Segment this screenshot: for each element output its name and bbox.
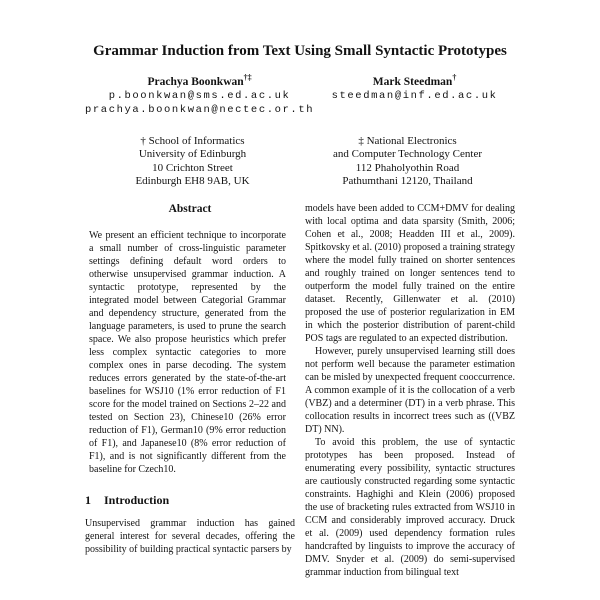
affiliation-right bbox=[300, 135, 515, 189]
author-name-text: Prachya Boonkwan bbox=[147, 75, 244, 88]
author-email: steedman@inf.ed.ac.uk bbox=[331, 89, 498, 102]
body-paragraph: To avoid this problem, the use of syntactic prototypes has been proposed. Instead of enumerating every possibility, syntactic structures are cautiously constructed regarding some syntactic constraints. Haghighi and Klein (2006) proposed the use of bracketing rules extracted from WSJ10 in CCM and considerably improved accuracy. Druck et al. (2009) used dependency formation rules handcrafted by linguists to improve the accuracy of DMV. Snyder et al. (2009) do semi-supervised grammar induction from bilingual text bbox=[305, 436, 515, 578]
left-column bbox=[85, 202, 295, 579]
two-column-body bbox=[85, 202, 515, 579]
abstract-body bbox=[85, 229, 295, 476]
section-heading-introduction bbox=[85, 493, 295, 508]
author-email: prachya.boonkwan@nectec.or.th bbox=[85, 104, 315, 117]
section-title: Introduction bbox=[104, 492, 170, 507]
affiliation-line: University of Edinburgh bbox=[138, 148, 247, 161]
affiliation-line: 112 Phaholyothin Road bbox=[355, 161, 460, 174]
body-paragraph: models have been added to CCM+DMV for dealing with local optima and data sparsity (Smith, 2006; Cohen et al., 2008; Headden III et al., 2009). Spitkovsky et al. (2010) proposed a training strategy where the model fully trained on shorter sentences and roughly trained on longer sentences tend to outperform the model fully trained on the entire dataset. Recently, Gillenwater et al. (2010) proposed the use of posterior regularization in EM in which the posterior distribution of parent-child POS tags are regulated to an expected distribution. bbox=[305, 202, 515, 344]
affiliations-row bbox=[85, 135, 515, 189]
right-column bbox=[305, 202, 515, 579]
paper-title: Grammar Induction from Text Using Small Syntactic Prototypes bbox=[93, 43, 507, 59]
affiliation-line: ‡ National Electronics bbox=[358, 134, 457, 147]
affiliation-line: Pathumthani 12120, Thailand bbox=[342, 175, 473, 188]
introduction-paragraph: Unsupervised grammar induction has gained general interest for several decades, offering the possibility of building practical syntactic parsers by bbox=[85, 517, 295, 555]
author-name bbox=[314, 71, 515, 89]
paper-page bbox=[85, 0, 515, 579]
author-affiliation-marks: † bbox=[452, 73, 457, 82]
abstract-heading: Abstract bbox=[168, 202, 212, 215]
abstract-text: We present an efficient technique to incorporate a small number of cross-linguistic parameter settings defining default word orders to otherwise unsupervised grammar induction. A syntactic prototype, represented by the integrated model between Categorial Grammar and dependency structure, generated from the language parameters, is used to prune the search space. We also propose heuristics which prefer less complex syntactic categories to more complex ones in parse decoding. The system reduces errors generated by the state-of-the-art baselines for WSJ10 (1% error reduction of F1 score for the model trained on Sections 2–22 and tested on Section 23), Chinese10 (26% error reduction of F1), German10 (9% error reduction of F1), and Japanese10 (8% error reduction of F1), and is not significantly different from the baseline for Czech10. bbox=[89, 229, 286, 475]
author-block-left bbox=[85, 71, 314, 118]
affiliation-left bbox=[85, 135, 300, 189]
author-email: p.boonkwan@sms.ed.ac.uk bbox=[108, 89, 291, 102]
authors-row bbox=[85, 71, 515, 118]
author-block-right bbox=[314, 71, 515, 118]
author-name-text: Mark Steedman bbox=[372, 75, 453, 88]
author-name bbox=[85, 71, 314, 89]
affiliation-line: and Computer Technology Center bbox=[332, 148, 483, 161]
section-number: 1 bbox=[85, 492, 91, 507]
affiliation-line: Edinburgh EH8 9AB, UK bbox=[135, 175, 250, 188]
body-paragraph: However, purely unsupervised learning still does not perform well because the parameter estimation can be misled by unexpected frequent cooccurrence. A common example of it is the collocation of a verb (VBZ) and a determiner (DT) in a verb phrase. This collocation results in incorrect trees such as ((VBZ DT) NN). bbox=[305, 345, 515, 435]
affiliation-line: 10 Crichton Street bbox=[152, 161, 233, 174]
author-affiliation-marks: †‡ bbox=[243, 73, 252, 82]
affiliation-line: † School of Informatics bbox=[140, 134, 245, 147]
